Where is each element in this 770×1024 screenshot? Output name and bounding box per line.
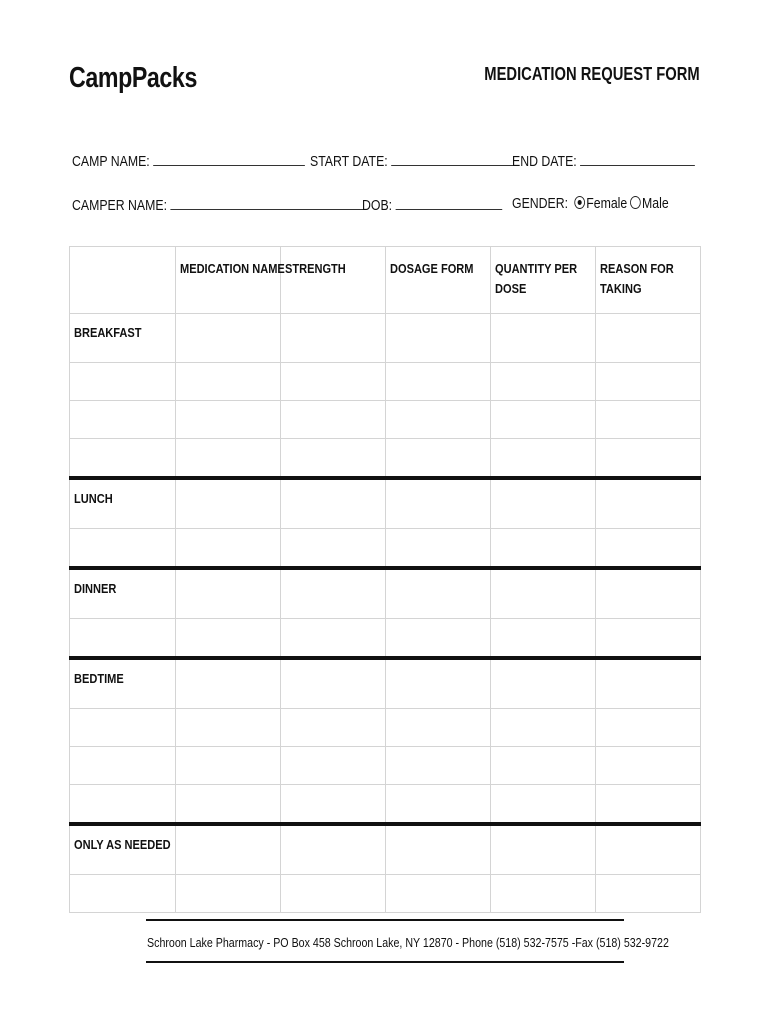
dosage-form-cell[interactable] (386, 619, 491, 659)
reason-for-taking-cell[interactable] (596, 439, 701, 479)
dosage-form-cell[interactable] (386, 314, 491, 363)
reason-for-taking-cell[interactable] (596, 875, 701, 913)
gender-field (512, 195, 703, 212)
strength-cell[interactable] (281, 401, 386, 439)
strength-cell[interactable] (281, 747, 386, 785)
reason-for-taking-cell[interactable] (596, 314, 701, 363)
strength-cell[interactable] (281, 824, 386, 875)
reason-for-taking-cell[interactable] (596, 658, 701, 709)
reason-for-taking-cell[interactable] (596, 478, 701, 529)
table-row (70, 401, 701, 439)
strength-cell[interactable] (281, 529, 386, 569)
table-row (70, 314, 701, 363)
start-date-input[interactable] (391, 151, 514, 166)
quantity-per-dose-cell[interactable] (491, 658, 596, 709)
table-row (70, 785, 701, 825)
reason-for-taking-cell[interactable] (596, 401, 701, 439)
table-row (70, 568, 701, 619)
section-label-only-as-needed: ONLY AS NEEDED (70, 824, 176, 875)
camp-name-input[interactable] (153, 151, 305, 166)
header-blank (70, 247, 176, 314)
camper-name-label: CAMPER NAME: (72, 197, 168, 214)
camp-name-label: CAMP NAME: (72, 153, 150, 170)
strength-cell[interactable] (281, 314, 386, 363)
medication-name-cell[interactable] (176, 363, 281, 401)
strength-cell[interactable] (281, 619, 386, 659)
table-header-row (70, 247, 701, 314)
strength-cell[interactable] (281, 709, 386, 747)
female-radio[interactable] (574, 196, 585, 209)
medication-name-cell[interactable] (176, 439, 281, 479)
section-label-cell (70, 747, 176, 785)
strength-cell[interactable] (281, 658, 386, 709)
medication-name-cell[interactable] (176, 824, 281, 875)
quantity-per-dose-cell[interactable] (491, 747, 596, 785)
medication-table (69, 246, 701, 913)
section-label-lunch: LUNCH (70, 478, 176, 529)
dob-input[interactable] (395, 195, 502, 210)
quantity-per-dose-cell[interactable] (491, 785, 596, 825)
footer-contact: Schroon Lake Pharmacy - PO Box 458 Schroon Lake, NY 12870 - Phone (518) 532-7575 -Fax (518) 532-9722 (147, 935, 669, 950)
dosage-form-cell[interactable] (386, 529, 491, 569)
table-row (70, 529, 701, 569)
medication-name-cell[interactable] (176, 875, 281, 913)
medication-name-cell[interactable] (176, 478, 281, 529)
medication-name-cell[interactable] (176, 747, 281, 785)
header-dosage-form: DOSAGE FORM (386, 247, 491, 314)
quantity-per-dose-cell[interactable] (491, 875, 596, 913)
strength-cell[interactable] (281, 478, 386, 529)
quantity-per-dose-cell[interactable] (491, 529, 596, 569)
quantity-per-dose-cell[interactable] (491, 314, 596, 363)
reason-for-taking-cell[interactable] (596, 619, 701, 659)
table-row (70, 478, 701, 529)
quantity-per-dose-cell[interactable] (491, 619, 596, 659)
dosage-form-cell[interactable] (386, 747, 491, 785)
table-row (70, 658, 701, 709)
section-label-dinner: DINNER (70, 568, 176, 619)
end-date-field[interactable] (512, 151, 735, 170)
section-label-bedtime: BEDTIME (70, 658, 176, 709)
header-medication-name: MEDICATION NAME (176, 247, 281, 314)
section-label-cell (70, 439, 176, 479)
table-row (70, 363, 701, 401)
medication-name-cell[interactable] (176, 785, 281, 825)
dosage-form-cell[interactable] (386, 439, 491, 479)
reason-for-taking-cell[interactable] (596, 824, 701, 875)
reason-for-taking-cell[interactable] (596, 568, 701, 619)
dosage-form-cell[interactable] (386, 875, 491, 913)
male-option-label: Male (642, 195, 669, 212)
footer-rule-top (146, 919, 624, 921)
reason-for-taking-cell[interactable] (596, 529, 701, 569)
reason-for-taking-cell[interactable] (596, 747, 701, 785)
male-radio[interactable] (630, 196, 641, 209)
medication-name-cell[interactable] (176, 658, 281, 709)
section-label-cell (70, 619, 176, 659)
female-option-label: Female (586, 195, 628, 212)
quantity-per-dose-cell[interactable] (491, 478, 596, 529)
brand-logo-text: CampPacks (69, 62, 197, 94)
dob-field[interactable] (362, 195, 533, 214)
strength-cell[interactable] (281, 875, 386, 913)
reason-for-taking-cell[interactable] (596, 709, 701, 747)
table-body (70, 314, 701, 913)
quantity-per-dose-cell[interactable] (491, 401, 596, 439)
end-date-label: END DATE: (512, 153, 577, 170)
dob-label: DOB: (362, 197, 393, 214)
header-strength: STRENGTH (281, 247, 386, 314)
gender-label: GENDER: (512, 195, 569, 212)
strength-cell[interactable] (281, 439, 386, 479)
quantity-per-dose-cell[interactable] (491, 439, 596, 479)
strength-cell[interactable] (281, 363, 386, 401)
section-label-cell (70, 529, 176, 569)
header-reason-for-taking: REASON FOR TAKING (596, 247, 701, 314)
start-date-label: START DATE: (310, 153, 388, 170)
section-label-cell (70, 709, 176, 747)
medication-name-cell[interactable] (176, 619, 281, 659)
end-date-input[interactable] (580, 151, 695, 166)
dosage-form-cell[interactable] (386, 401, 491, 439)
table-row (70, 747, 701, 785)
dosage-form-cell[interactable] (386, 363, 491, 401)
reason-for-taking-cell[interactable] (596, 785, 701, 825)
dosage-form-cell[interactable] (386, 824, 491, 875)
table-row (70, 439, 701, 479)
section-label-cell (70, 363, 176, 401)
dosage-form-cell[interactable] (386, 658, 491, 709)
medication-name-cell[interactable] (176, 314, 281, 363)
table-row (70, 875, 701, 913)
form-title: MEDICATION REQUEST FORM (484, 64, 700, 84)
dosage-form-cell[interactable] (386, 785, 491, 825)
dosage-form-cell[interactable] (386, 709, 491, 747)
strength-cell[interactable] (281, 785, 386, 825)
medication-name-cell[interactable] (176, 401, 281, 439)
quantity-per-dose-cell[interactable] (491, 824, 596, 875)
table-row (70, 619, 701, 659)
medication-name-cell[interactable] (176, 529, 281, 569)
dosage-form-cell[interactable] (386, 568, 491, 619)
quantity-per-dose-cell[interactable] (491, 568, 596, 619)
footer-rule-bottom (146, 961, 624, 963)
section-label-breakfast: BREAKFAST (70, 314, 176, 363)
quantity-per-dose-cell[interactable] (491, 709, 596, 747)
reason-for-taking-cell[interactable] (596, 363, 701, 401)
quantity-per-dose-cell[interactable] (491, 363, 596, 401)
camper-name-input[interactable] (170, 195, 364, 210)
section-label-cell (70, 401, 176, 439)
dosage-form-cell[interactable] (386, 478, 491, 529)
strength-cell[interactable] (281, 568, 386, 619)
medication-name-cell[interactable] (176, 709, 281, 747)
table-row (70, 709, 701, 747)
table-row (70, 824, 701, 875)
section-label-cell (70, 785, 176, 825)
header-quantity-per-dose: QUANTITY PER DOSE (491, 247, 596, 314)
section-label-cell (70, 875, 176, 913)
medication-name-cell[interactable] (176, 568, 281, 619)
